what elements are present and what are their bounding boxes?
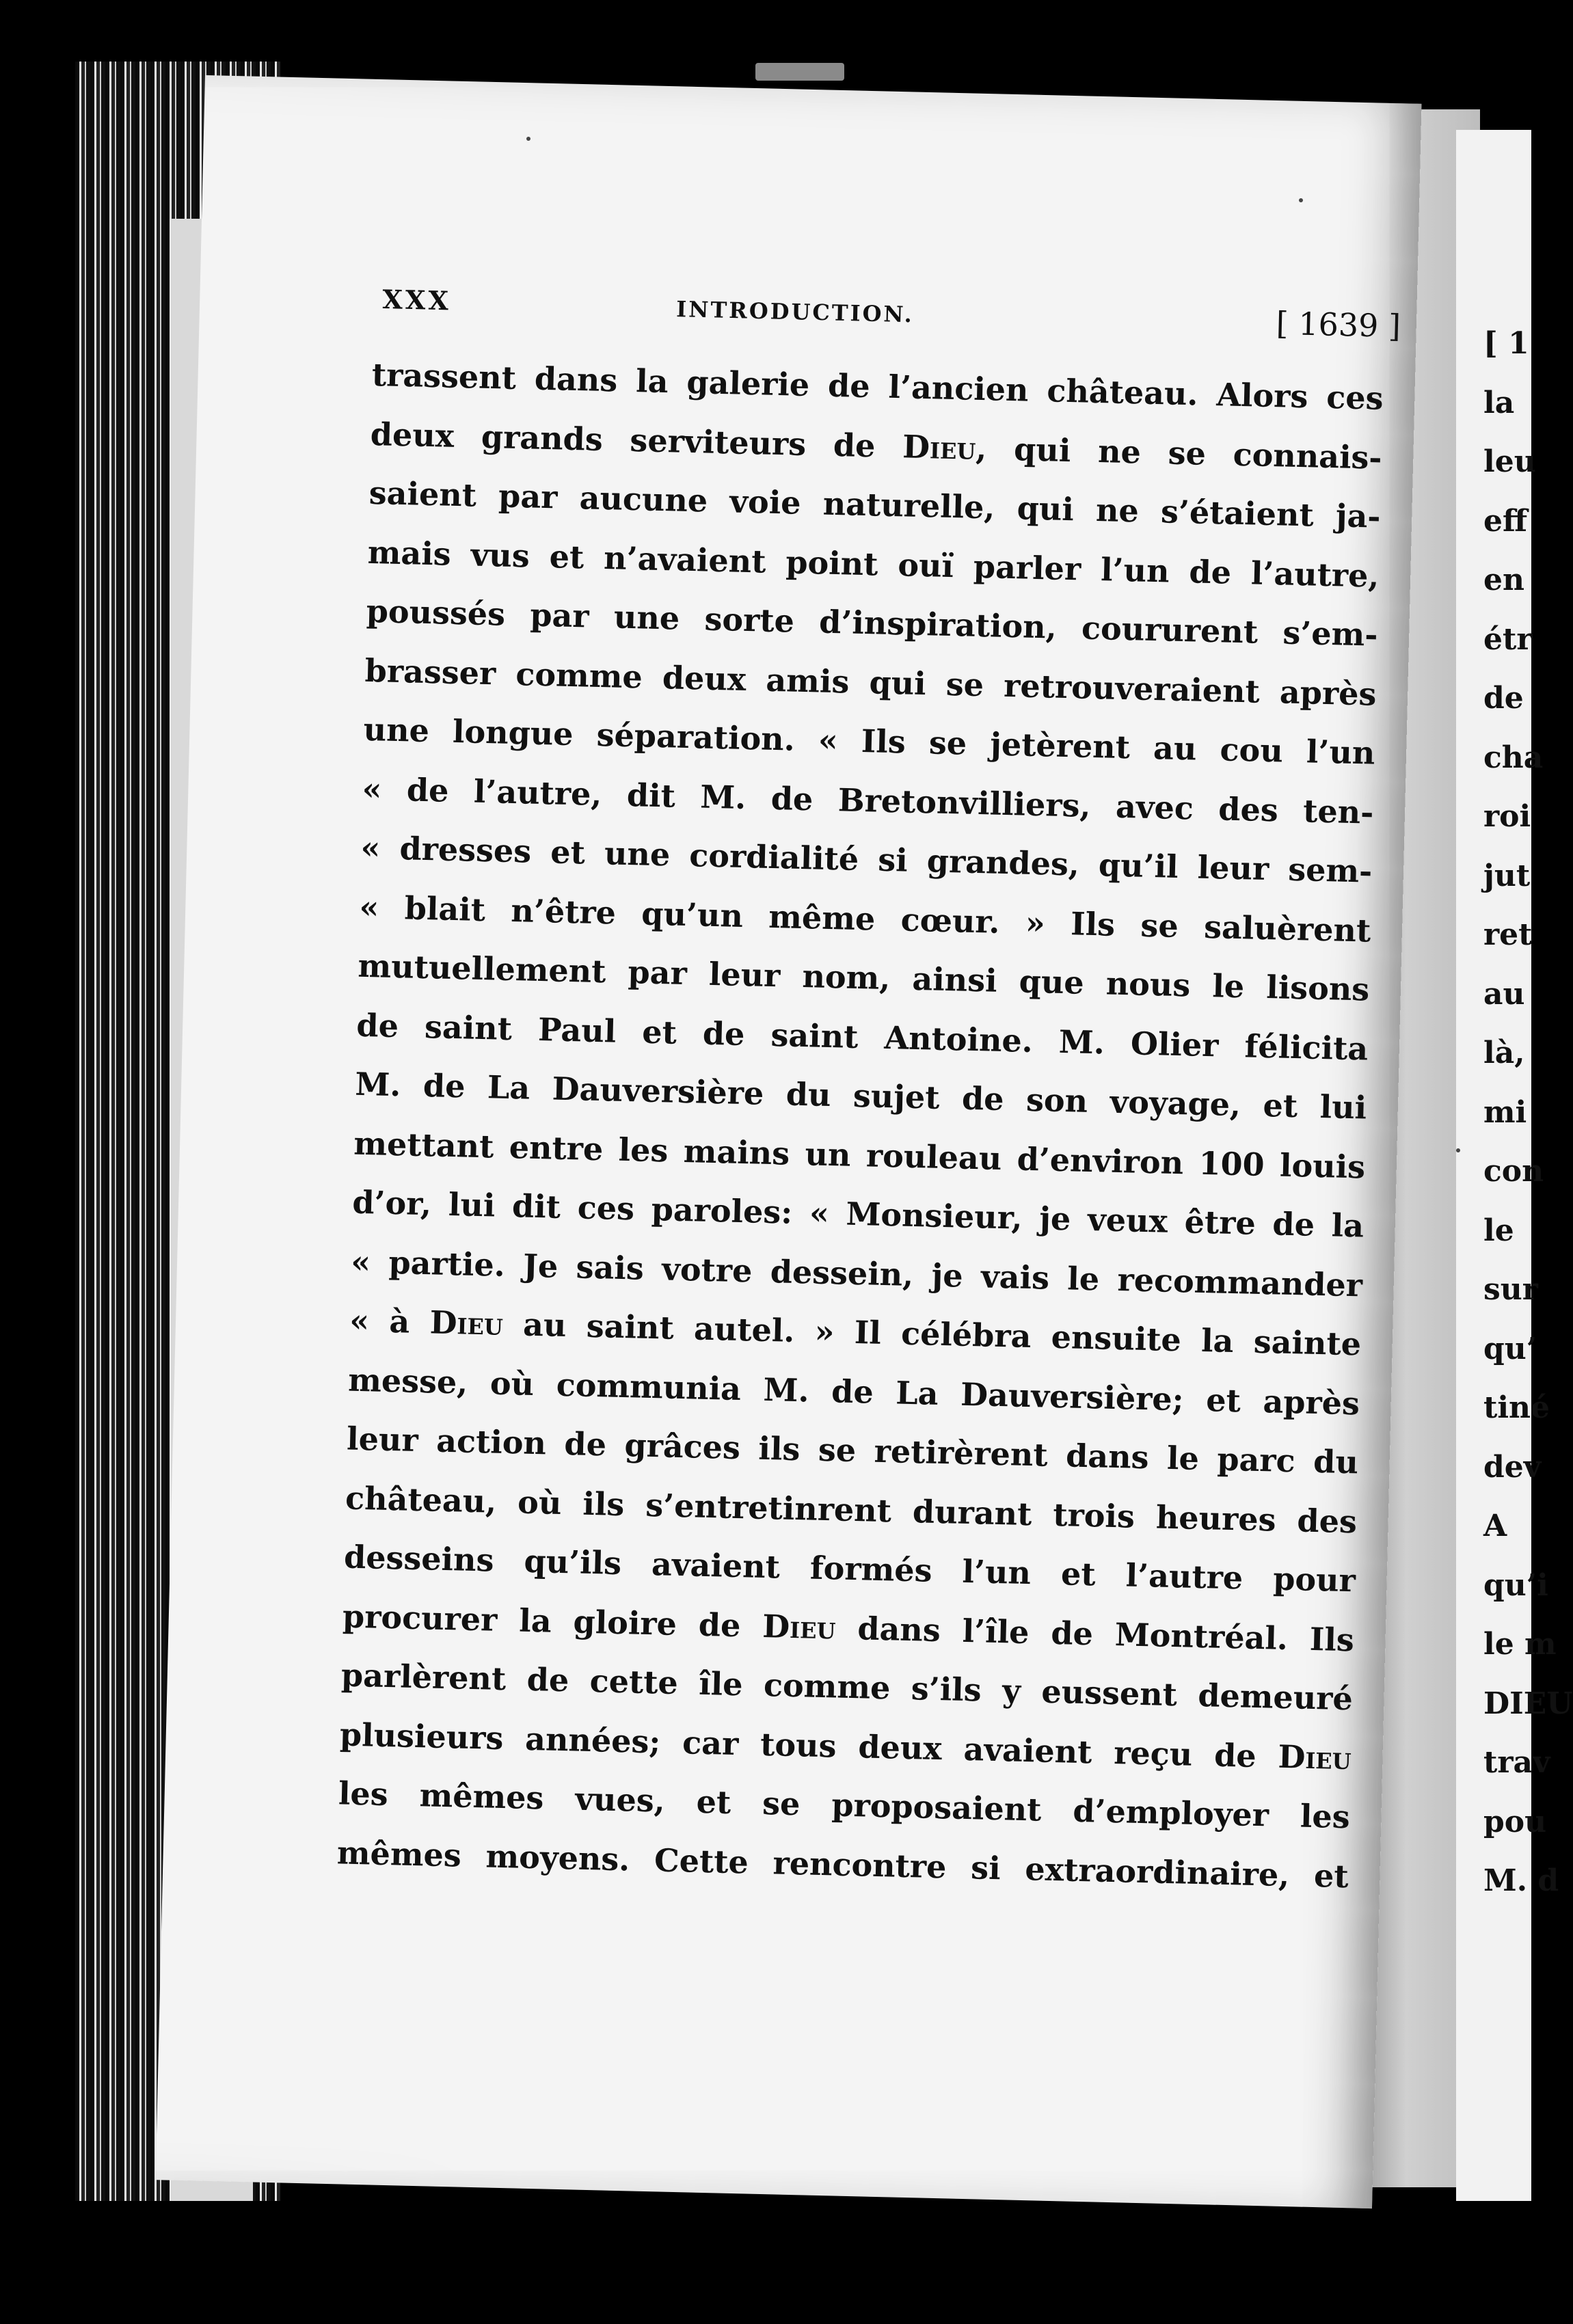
facing-text-fragment: con xyxy=(1483,1154,1544,1189)
small-caps-word: Dieu xyxy=(429,1303,504,1342)
body-text xyxy=(336,345,1384,1927)
facing-text-fragment: trav xyxy=(1483,1745,1550,1780)
text-line: trassent dans la galerie de l’ancien château. Alors ces xyxy=(371,355,1384,417)
facing-text-fragment: A xyxy=(1483,1509,1507,1543)
facing-text-fragment: ret xyxy=(1483,917,1533,952)
facing-text-fragment: cha xyxy=(1483,740,1544,775)
facing-text-fragment: M. d xyxy=(1483,1863,1559,1898)
text-line: parlèrent de cette île comme s’ils y eussent demeuré xyxy=(340,1656,1354,1718)
text-line: mais vus et n’avaient point ouï parler l’un de l’autre, xyxy=(367,533,1380,595)
facing-text-fragment: de xyxy=(1483,681,1524,716)
page-number: XXX xyxy=(381,284,452,316)
facing-text-fragment: là, xyxy=(1483,1036,1525,1070)
text-line: procurer la gloire de Dieu dans l’île de Montréal. Ils xyxy=(342,1597,1355,1658)
text-line: château, où ils s’entretinrent durant trois heures des xyxy=(345,1479,1358,1540)
facing-text-fragment: sur xyxy=(1483,1272,1538,1307)
facing-text-fragment: eff xyxy=(1483,503,1528,539)
text-line: mutuellement par leur nom, ainsi que nous le lisons xyxy=(357,947,1370,1008)
facing-text-fragment: mi xyxy=(1483,1094,1527,1130)
facing-text-fragment: pou xyxy=(1483,1804,1547,1839)
text-line: de saint Paul et de saint Antoine. M. Olier félicita xyxy=(355,1006,1369,1068)
text-line: « partie. Je sais votre dessein, je vais le recommander xyxy=(350,1243,1363,1303)
facing-text-fragment: au xyxy=(1483,976,1525,1012)
text-line: « blait n’être qu’un même cœur. » Ils se saluèrent xyxy=(359,888,1371,949)
paper-speck xyxy=(526,137,530,141)
text-line: « à Dieu au saint autel. » Il célébra ensuite la sainte xyxy=(349,1301,1362,1363)
text-line: deux grands serviteurs de Dieu, qui ne se connais- xyxy=(370,415,1383,476)
text-line: mêmes moyens. Cette rencontre si extraordinaire, et xyxy=(336,1833,1349,1895)
binding-clip xyxy=(755,63,844,81)
facing-text-fragment: étr xyxy=(1483,621,1533,657)
text-line: saient par aucune voie naturelle, qui ne s’étaient ja- xyxy=(368,474,1382,535)
facing-text-fragment: roi xyxy=(1483,799,1531,834)
paper-speck xyxy=(1456,1148,1460,1152)
year-marker: [ 1639 ] xyxy=(1276,304,1401,345)
facing-text-fragment: dev xyxy=(1483,1449,1542,1485)
small-caps-word: Dieu xyxy=(1277,1738,1352,1776)
facing-text-fragment: qu’ xyxy=(1483,1331,1537,1366)
text-line: brasser comme deux amis qui se retrouveraient après xyxy=(364,651,1377,713)
facing-text-fragment: leu xyxy=(1483,444,1536,479)
facing-text-fragment: le xyxy=(1483,1213,1514,1248)
text-line: d’or, lui dit ces paroles: « Monsieur, je veux être de la xyxy=(351,1183,1364,1245)
paper-speck xyxy=(1299,198,1303,202)
facing-text-fragment: qu’i xyxy=(1483,1567,1548,1603)
text-line: « de l’autre, dit M. de Bretonvilliers, avec des ten- xyxy=(362,770,1374,831)
text-line: leur action de grâces ils se retirèrent dans le parc du xyxy=(346,1420,1359,1481)
small-caps-word: Dieu xyxy=(902,427,977,467)
facing-page-text xyxy=(1483,314,1573,1989)
facing-page-header: [ 1 xyxy=(1483,326,1529,361)
facing-text-fragment: tiné xyxy=(1483,1390,1550,1425)
text-line: « dresses et une cordialité si grandes, qu’il leur sem- xyxy=(360,828,1373,890)
text-line: plusieurs années; car tous deux avaient reçu de Dieu xyxy=(339,1715,1352,1776)
text-line: mettant entre les mains un rouleau d’environ 100 louis xyxy=(353,1124,1366,1186)
facing-text-fragment: DIEU xyxy=(1483,1686,1573,1721)
facing-text-fragment: le m xyxy=(1483,1627,1557,1662)
facing-text-fragment: en xyxy=(1483,563,1524,597)
text-line: messe, où communia M. de La Dauversière; et après xyxy=(347,1361,1360,1422)
small-caps-word: Dieu xyxy=(762,1607,837,1646)
text-line: M. de La Dauversière du sujet de son voyage, et lui xyxy=(354,1065,1367,1126)
text-line: desseins qu’ils avaient formés l’un et l’autre pour xyxy=(343,1538,1356,1599)
text-line: poussés par une sorte d’inspiration, coururent s’em- xyxy=(366,592,1379,653)
text-line: les mêmes vues, et se proposaient d’employer les xyxy=(338,1774,1351,1836)
text-line: une longue séparation. « Ils se jetèrent au cou l’un xyxy=(363,710,1375,772)
facing-text-fragment: la xyxy=(1483,385,1515,420)
running-title: INTRODUCTION. xyxy=(675,296,915,328)
facing-text-fragment: jut xyxy=(1483,858,1531,893)
